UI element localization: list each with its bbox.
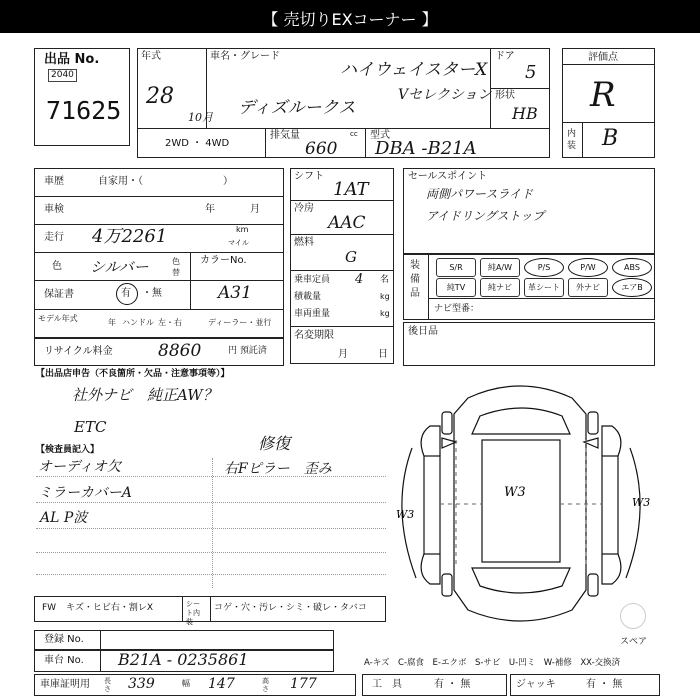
- mileage-unit-km: km: [236, 225, 249, 234]
- recycle-value: 8860: [158, 341, 202, 361]
- ac-value: AAC: [328, 213, 366, 233]
- lot-sub: 2040: [48, 69, 77, 82]
- sales-line1: 両側パワースライド: [426, 187, 534, 201]
- diagram-mark-left: W3: [396, 508, 415, 521]
- cert-hei-label: 高さ: [262, 677, 269, 693]
- color-value: シルバー: [90, 258, 149, 276]
- model-year-label: モデル年式: [38, 314, 78, 323]
- seat-label: シート内装: [186, 600, 200, 626]
- chassis-value: B21A - 0235861: [118, 650, 249, 669]
- equipment-item-r1-0: S/R: [436, 258, 476, 277]
- year-label: 年式: [141, 51, 161, 62]
- cert-wid-value: 147: [208, 676, 235, 692]
- inspection-month: 月: [250, 204, 260, 215]
- equipment-item-r2-0: 純TV: [436, 278, 476, 297]
- model-type-value: DBA -B21A: [375, 138, 477, 159]
- color-label: 色: [52, 261, 62, 272]
- inspection-label: 車検: [44, 204, 64, 215]
- cert-len-label: 長さ: [104, 677, 111, 693]
- door-label: ドア: [495, 51, 515, 62]
- equipment-item-r2-4: エアB: [612, 278, 652, 297]
- shape-value: HB: [512, 104, 538, 123]
- header-title: 【 売切りEXコーナー 】: [262, 10, 438, 29]
- equipment-item-r1-3: P/W: [568, 258, 608, 277]
- score-value: R: [590, 75, 616, 115]
- drive-label: 2WD ・ 4WD: [165, 138, 230, 149]
- equipment-label: 装備品: [410, 260, 420, 299]
- model-type-label: 型式: [370, 130, 390, 141]
- equipment-item-r2-1: 純ナビ: [480, 278, 520, 297]
- mileage-label: 走行: [44, 232, 64, 243]
- name-change-label: 名変期限: [294, 330, 334, 341]
- fw-text1: キズ・ヒビ右・割レX: [66, 603, 153, 613]
- name-label: 車名・グレード: [210, 51, 280, 62]
- equipment-item-r1-4: ABS: [612, 258, 652, 277]
- notes-line2: ETC: [74, 418, 107, 436]
- lot-number: 71625: [46, 96, 122, 125]
- car-model: ディズルークス: [238, 98, 356, 118]
- interior-label: 内装: [567, 129, 577, 151]
- car-diagram: [398, 378, 660, 628]
- notes-line1: 社外ナビ 純正AW？: [72, 386, 218, 404]
- spare-circle: [620, 603, 646, 629]
- mileage-value: 4万2261: [92, 226, 168, 247]
- dealer-label: ディーラー・並行: [208, 318, 272, 327]
- car-grade: Vセレクション: [398, 87, 492, 103]
- capacity-label: 乗車定員: [294, 275, 331, 285]
- weight-unit: kg: [380, 309, 390, 318]
- handle-label: ハンドル: [122, 318, 154, 327]
- displacement-unit: cc: [350, 130, 358, 138]
- weight-label: 車両重量: [294, 309, 331, 319]
- color-code: A31: [218, 283, 252, 303]
- cert-len-value: 339: [128, 676, 155, 692]
- spare-label: スペア: [620, 637, 648, 647]
- car-name: ハイウェイスターX: [340, 60, 488, 80]
- tools-value: 有 ・ 無: [434, 679, 471, 690]
- name-change-day: 日: [378, 349, 388, 360]
- repair-note: 右Fピラー 歪み: [224, 461, 332, 477]
- handle-value: 左・右: [158, 318, 182, 327]
- shift-value: 1AT: [333, 179, 369, 200]
- tools-label: 工 具: [372, 679, 402, 690]
- warranty-label: 保証書: [44, 289, 74, 300]
- sales-label: セールスポイント: [408, 171, 488, 182]
- color-swap: 色替: [172, 257, 180, 277]
- fuel-value: G: [345, 248, 357, 266]
- history-label: 車歴: [44, 176, 64, 187]
- mileage-unit-mile: マイル: [228, 239, 249, 247]
- capacity-value: 4: [355, 272, 364, 287]
- fuel-label: 燃料: [294, 237, 314, 248]
- interior-value: B: [602, 126, 619, 151]
- inspector-line3: AL P波: [40, 510, 88, 526]
- shape-label: 形状: [495, 90, 515, 101]
- inspection-year: 年: [205, 204, 215, 215]
- jack-label: ジャッキ: [516, 679, 556, 690]
- navi-label: ナビ型番：: [434, 304, 480, 314]
- equipment-item-r2-2: 革シート: [524, 278, 564, 297]
- warranty-yes: 有: [121, 288, 131, 299]
- year-value: 28: [146, 84, 174, 109]
- after-date-label: 後日品: [408, 326, 438, 337]
- lot-label: 出品 No.: [44, 52, 100, 67]
- damage-legend: A-キズ C-腐食 E-エクボ S-サビ U-凹ミ W-補修 XX-交換済: [364, 658, 621, 668]
- equipment-item-r1-2: P/S: [524, 258, 564, 277]
- load-label: 積載量: [294, 292, 322, 302]
- vehicle-info-box: [34, 168, 284, 338]
- recycle-label: リサイクル料金: [44, 346, 113, 357]
- door-value: 5: [525, 62, 537, 83]
- inspector-line1: オーディオ欠: [38, 459, 121, 475]
- equipment-item-r2-3: 外ナビ: [568, 278, 608, 297]
- shift-label: シフト: [294, 171, 324, 182]
- name-change-month: 月: [338, 349, 348, 360]
- warranty-no: ・無: [142, 288, 162, 299]
- displacement-value: 660: [305, 139, 338, 159]
- load-unit: kg: [380, 292, 390, 301]
- model-year-year: 年: [108, 318, 116, 327]
- inspector-line2: ミラーカバーA: [38, 485, 132, 501]
- recycle-unit: 円 預託済: [228, 346, 267, 356]
- notes-label: 【出品店申告（不良箇所・欠品・注意事項等）】: [36, 369, 230, 379]
- diagram-mark-right: W3: [632, 496, 651, 509]
- jack-value: 有 ・ 無: [586, 679, 623, 690]
- cert-hei-value: 177: [290, 676, 317, 692]
- year-month: 10月: [188, 111, 213, 124]
- reg-label: 登録 No.: [44, 634, 84, 645]
- history-value: 自家用・（ ）: [98, 176, 233, 187]
- diagram-mark-roof: W3: [504, 485, 526, 500]
- fw-label: FW: [42, 603, 57, 613]
- capacity-unit: 名: [380, 275, 390, 285]
- equipment-item-r1-1: 純A/W: [480, 258, 520, 277]
- chassis-label: 車台 No.: [44, 655, 84, 666]
- score-label: 評価点: [588, 52, 618, 63]
- ac-label: 冷房: [294, 203, 314, 214]
- fw-text2: コゲ・穴・汚レ・シミ・破レ・タバコ: [214, 603, 367, 613]
- inspector-label: 【検査員記入】: [36, 445, 100, 455]
- sales-line2: アイドリングストップ: [426, 209, 545, 223]
- color-code-label: カラーNo.: [200, 255, 247, 266]
- cert-wid-label: 幅: [182, 679, 190, 688]
- repair-head: 修復: [258, 434, 291, 453]
- after-date-box: [403, 322, 655, 366]
- cert-label: 車庫証明用: [40, 679, 90, 690]
- displacement-label: 排気量: [270, 130, 300, 141]
